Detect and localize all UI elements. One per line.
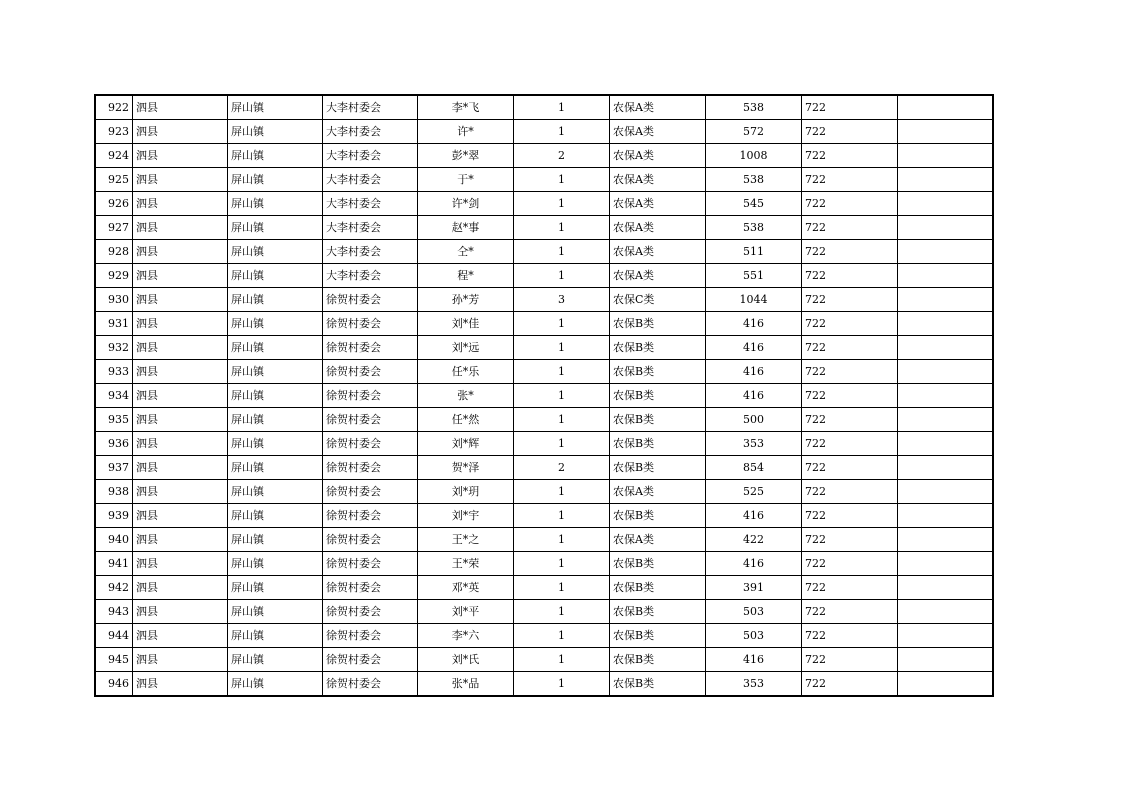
standard-cell: 722 — [802, 312, 898, 336]
table-row — [95, 240, 993, 264]
village-cell: 徐贺村委会 — [323, 288, 418, 312]
town-cell: 屏山镇 — [228, 552, 323, 576]
category-cell: 农保B类 — [610, 504, 706, 528]
standard-cell: 722 — [802, 576, 898, 600]
town-cell: 屏山镇 — [228, 408, 323, 432]
village-cell: 徐贺村委会 — [323, 504, 418, 528]
village-cell: 大李村委会 — [323, 144, 418, 168]
table-row — [95, 384, 993, 408]
category-cell: 农保B类 — [610, 432, 706, 456]
amount-cell: 416 — [706, 336, 802, 360]
note-cell — [898, 360, 994, 384]
village-cell: 徐贺村委会 — [323, 360, 418, 384]
town-cell: 屏山镇 — [228, 600, 323, 624]
row-number-cell: 928 — [95, 240, 133, 264]
household-count-cell: 1 — [514, 120, 610, 144]
category-cell: 农保B类 — [610, 600, 706, 624]
town-cell: 屏山镇 — [228, 144, 323, 168]
name-cell: 彭*翠 — [418, 144, 514, 168]
county-cell: 泗县 — [133, 264, 228, 288]
household-count-cell: 2 — [514, 456, 610, 480]
standard-cell: 722 — [802, 264, 898, 288]
standard-cell: 722 — [802, 432, 898, 456]
village-cell: 徐贺村委会 — [323, 480, 418, 504]
row-number-cell: 929 — [95, 264, 133, 288]
category-cell: 农保B类 — [610, 576, 706, 600]
standard-cell: 722 — [802, 192, 898, 216]
standard-cell: 722 — [802, 384, 898, 408]
household-count-cell: 1 — [514, 312, 610, 336]
name-cell: 邓*英 — [418, 576, 514, 600]
note-cell — [898, 240, 994, 264]
table-row — [95, 312, 993, 336]
amount-cell: 503 — [706, 600, 802, 624]
amount-cell: 1008 — [706, 144, 802, 168]
standard-cell: 722 — [802, 528, 898, 552]
category-cell: 农保A类 — [610, 192, 706, 216]
note-cell — [898, 336, 994, 360]
table-row — [95, 624, 993, 648]
note-cell — [898, 312, 994, 336]
name-cell: 于* — [418, 168, 514, 192]
category-cell: 农保A类 — [610, 120, 706, 144]
note-cell — [898, 456, 994, 480]
amount-cell: 416 — [706, 384, 802, 408]
note-cell — [898, 264, 994, 288]
household-count-cell: 1 — [514, 336, 610, 360]
household-count-cell: 1 — [514, 408, 610, 432]
household-count-cell: 1 — [514, 240, 610, 264]
household-count-cell: 1 — [514, 648, 610, 672]
county-cell: 泗县 — [133, 360, 228, 384]
name-cell: 王*荣 — [418, 552, 514, 576]
standard-cell: 722 — [802, 120, 898, 144]
name-cell: 张*品 — [418, 672, 514, 697]
town-cell: 屏山镇 — [228, 456, 323, 480]
row-number-cell: 926 — [95, 192, 133, 216]
household-count-cell: 1 — [514, 600, 610, 624]
household-count-cell: 1 — [514, 552, 610, 576]
table-row — [95, 168, 993, 192]
village-cell: 徐贺村委会 — [323, 552, 418, 576]
name-cell: 任*然 — [418, 408, 514, 432]
row-number-cell: 936 — [95, 432, 133, 456]
name-cell: 孙*芳 — [418, 288, 514, 312]
town-cell: 屏山镇 — [228, 336, 323, 360]
amount-cell: 416 — [706, 648, 802, 672]
standard-cell: 722 — [802, 672, 898, 697]
village-cell: 大李村委会 — [323, 120, 418, 144]
village-cell: 大李村委会 — [323, 216, 418, 240]
village-cell: 徐贺村委会 — [323, 408, 418, 432]
village-cell: 大李村委会 — [323, 168, 418, 192]
table-row — [95, 360, 993, 384]
name-cell: 许* — [418, 120, 514, 144]
category-cell: 农保B类 — [610, 648, 706, 672]
town-cell: 屏山镇 — [228, 95, 323, 120]
name-cell: 刘*远 — [418, 336, 514, 360]
category-cell: 农保A类 — [610, 240, 706, 264]
name-cell: 许*剑 — [418, 192, 514, 216]
village-cell: 徐贺村委会 — [323, 600, 418, 624]
name-cell: 刘*宇 — [418, 504, 514, 528]
name-cell: 刘*平 — [418, 600, 514, 624]
name-cell: 李*六 — [418, 624, 514, 648]
town-cell: 屏山镇 — [228, 576, 323, 600]
table-row — [95, 576, 993, 600]
amount-cell: 503 — [706, 624, 802, 648]
row-number-cell: 934 — [95, 384, 133, 408]
note-cell — [898, 216, 994, 240]
town-cell: 屏山镇 — [228, 120, 323, 144]
household-count-cell: 3 — [514, 288, 610, 312]
row-number-cell: 946 — [95, 672, 133, 697]
household-count-cell: 1 — [514, 576, 610, 600]
row-number-cell: 924 — [95, 144, 133, 168]
town-cell: 屏山镇 — [228, 528, 323, 552]
note-cell — [898, 480, 994, 504]
name-cell: 张* — [418, 384, 514, 408]
village-cell: 徐贺村委会 — [323, 384, 418, 408]
amount-cell: 353 — [706, 432, 802, 456]
amount-cell: 572 — [706, 120, 802, 144]
town-cell: 屏山镇 — [228, 480, 323, 504]
standard-cell: 722 — [802, 95, 898, 120]
village-cell: 徐贺村委会 — [323, 576, 418, 600]
note-cell — [898, 648, 994, 672]
household-count-cell: 1 — [514, 360, 610, 384]
county-cell: 泗县 — [133, 312, 228, 336]
category-cell: 农保A类 — [610, 528, 706, 552]
name-cell: 程* — [418, 264, 514, 288]
note-cell — [898, 192, 994, 216]
category-cell: 农保C类 — [610, 288, 706, 312]
note-cell — [898, 144, 994, 168]
standard-cell: 722 — [802, 456, 898, 480]
town-cell: 屏山镇 — [228, 312, 323, 336]
row-number-cell: 927 — [95, 216, 133, 240]
county-cell: 泗县 — [133, 456, 228, 480]
town-cell: 屏山镇 — [228, 264, 323, 288]
note-cell — [898, 600, 994, 624]
county-cell: 泗县 — [133, 624, 228, 648]
town-cell: 屏山镇 — [228, 360, 323, 384]
household-count-cell: 1 — [514, 168, 610, 192]
village-cell: 徐贺村委会 — [323, 312, 418, 336]
county-cell: 泗县 — [133, 528, 228, 552]
amount-cell: 511 — [706, 240, 802, 264]
household-count-cell: 1 — [514, 672, 610, 697]
table-row — [95, 600, 993, 624]
row-number-cell: 932 — [95, 336, 133, 360]
table-row — [95, 672, 993, 697]
row-number-cell: 925 — [95, 168, 133, 192]
town-cell: 屏山镇 — [228, 504, 323, 528]
standard-cell: 722 — [802, 624, 898, 648]
table-body — [95, 95, 993, 696]
category-cell: 农保B类 — [610, 312, 706, 336]
village-cell: 徐贺村委会 — [323, 672, 418, 697]
note-cell — [898, 576, 994, 600]
village-cell: 徐贺村委会 — [323, 456, 418, 480]
town-cell: 屏山镇 — [228, 384, 323, 408]
category-cell: 农保B类 — [610, 360, 706, 384]
household-count-cell: 1 — [514, 95, 610, 120]
village-cell: 徐贺村委会 — [323, 648, 418, 672]
row-number-cell: 923 — [95, 120, 133, 144]
name-cell: 任*乐 — [418, 360, 514, 384]
county-cell: 泗县 — [133, 600, 228, 624]
town-cell: 屏山镇 — [228, 648, 323, 672]
table-row — [95, 95, 993, 120]
town-cell: 屏山镇 — [228, 288, 323, 312]
household-count-cell: 1 — [514, 384, 610, 408]
table-row — [95, 144, 993, 168]
row-number-cell: 940 — [95, 528, 133, 552]
amount-cell: 854 — [706, 456, 802, 480]
standard-cell: 722 — [802, 648, 898, 672]
standard-cell: 722 — [802, 552, 898, 576]
standard-cell: 722 — [802, 240, 898, 264]
note-cell — [898, 672, 994, 697]
category-cell: 农保A类 — [610, 168, 706, 192]
category-cell: 农保B类 — [610, 408, 706, 432]
standard-cell: 722 — [802, 144, 898, 168]
table-row — [95, 408, 993, 432]
row-number-cell: 935 — [95, 408, 133, 432]
category-cell: 农保B类 — [610, 624, 706, 648]
amount-cell: 545 — [706, 192, 802, 216]
village-cell: 徐贺村委会 — [323, 624, 418, 648]
category-cell: 农保B类 — [610, 672, 706, 697]
note-cell — [898, 504, 994, 528]
row-number-cell: 942 — [95, 576, 133, 600]
amount-cell: 416 — [706, 360, 802, 384]
table-row — [95, 648, 993, 672]
standard-cell: 722 — [802, 288, 898, 312]
table-row — [95, 432, 993, 456]
name-cell: 贺*泽 — [418, 456, 514, 480]
amount-cell: 353 — [706, 672, 802, 697]
village-cell: 徐贺村委会 — [323, 528, 418, 552]
name-cell: 刘*辉 — [418, 432, 514, 456]
amount-cell: 538 — [706, 216, 802, 240]
row-number-cell: 933 — [95, 360, 133, 384]
row-number-cell: 944 — [95, 624, 133, 648]
note-cell — [898, 384, 994, 408]
town-cell: 屏山镇 — [228, 240, 323, 264]
note-cell — [898, 95, 994, 120]
household-count-cell: 1 — [514, 216, 610, 240]
county-cell: 泗县 — [133, 168, 228, 192]
household-count-cell: 1 — [514, 504, 610, 528]
town-cell: 屏山镇 — [228, 672, 323, 697]
note-cell — [898, 120, 994, 144]
table-row — [95, 120, 993, 144]
name-cell: 王*之 — [418, 528, 514, 552]
note-cell — [898, 624, 994, 648]
county-cell: 泗县 — [133, 552, 228, 576]
category-cell: 农保B类 — [610, 456, 706, 480]
household-count-cell: 1 — [514, 480, 610, 504]
row-number-cell: 938 — [95, 480, 133, 504]
household-count-cell: 2 — [514, 144, 610, 168]
household-count-cell: 1 — [514, 624, 610, 648]
county-cell: 泗县 — [133, 408, 228, 432]
table-row — [95, 552, 993, 576]
note-cell — [898, 552, 994, 576]
county-cell: 泗县 — [133, 95, 228, 120]
county-cell: 泗县 — [133, 384, 228, 408]
county-cell: 泗县 — [133, 120, 228, 144]
table-row — [95, 456, 993, 480]
category-cell: 农保B类 — [610, 336, 706, 360]
county-cell: 泗县 — [133, 240, 228, 264]
category-cell: 农保B类 — [610, 552, 706, 576]
standard-cell: 722 — [802, 360, 898, 384]
county-cell: 泗县 — [133, 648, 228, 672]
row-number-cell: 941 — [95, 552, 133, 576]
village-cell: 大李村委会 — [323, 240, 418, 264]
village-cell: 徐贺村委会 — [323, 336, 418, 360]
county-cell: 泗县 — [133, 504, 228, 528]
village-cell: 大李村委会 — [323, 95, 418, 120]
name-cell: 赵*事 — [418, 216, 514, 240]
standard-cell: 722 — [802, 408, 898, 432]
category-cell: 农保A类 — [610, 480, 706, 504]
household-count-cell: 1 — [514, 264, 610, 288]
household-count-cell: 1 — [514, 192, 610, 216]
table-row — [95, 264, 993, 288]
amount-cell: 416 — [706, 504, 802, 528]
county-cell: 泗县 — [133, 288, 228, 312]
county-cell: 泗县 — [133, 480, 228, 504]
amount-cell: 538 — [706, 168, 802, 192]
table-row — [95, 528, 993, 552]
town-cell: 屏山镇 — [228, 192, 323, 216]
note-cell — [898, 432, 994, 456]
row-number-cell: 945 — [95, 648, 133, 672]
name-cell: 仝* — [418, 240, 514, 264]
row-number-cell: 922 — [95, 95, 133, 120]
county-cell: 泗县 — [133, 192, 228, 216]
standard-cell: 722 — [802, 600, 898, 624]
amount-cell: 551 — [706, 264, 802, 288]
relief-list-table — [94, 94, 994, 697]
name-cell: 刘*玥 — [418, 480, 514, 504]
amount-cell: 500 — [706, 408, 802, 432]
category-cell: 农保B类 — [610, 384, 706, 408]
standard-cell: 722 — [802, 504, 898, 528]
note-cell — [898, 408, 994, 432]
name-cell: 刘*氏 — [418, 648, 514, 672]
table-row — [95, 504, 993, 528]
table-row — [95, 216, 993, 240]
table-row — [95, 288, 993, 312]
household-count-cell: 1 — [514, 432, 610, 456]
town-cell: 屏山镇 — [228, 168, 323, 192]
row-number-cell: 939 — [95, 504, 133, 528]
village-cell: 大李村委会 — [323, 264, 418, 288]
row-number-cell: 943 — [95, 600, 133, 624]
note-cell — [898, 528, 994, 552]
category-cell: 农保A类 — [610, 264, 706, 288]
household-count-cell: 1 — [514, 528, 610, 552]
village-cell: 大李村委会 — [323, 192, 418, 216]
name-cell: 李*飞 — [418, 95, 514, 120]
village-cell: 徐贺村委会 — [323, 432, 418, 456]
amount-cell: 525 — [706, 480, 802, 504]
town-cell: 屏山镇 — [228, 216, 323, 240]
table-row — [95, 192, 993, 216]
standard-cell: 722 — [802, 480, 898, 504]
standard-cell: 722 — [802, 168, 898, 192]
category-cell: 农保A类 — [610, 95, 706, 120]
category-cell: 农保A类 — [610, 216, 706, 240]
county-cell: 泗县 — [133, 144, 228, 168]
amount-cell: 1044 — [706, 288, 802, 312]
county-cell: 泗县 — [133, 576, 228, 600]
county-cell: 泗县 — [133, 432, 228, 456]
amount-cell: 391 — [706, 576, 802, 600]
row-number-cell: 937 — [95, 456, 133, 480]
county-cell: 泗县 — [133, 336, 228, 360]
amount-cell: 416 — [706, 552, 802, 576]
standard-cell: 722 — [802, 336, 898, 360]
town-cell: 屏山镇 — [228, 432, 323, 456]
category-cell: 农保A类 — [610, 144, 706, 168]
standard-cell: 722 — [802, 216, 898, 240]
row-number-cell: 930 — [95, 288, 133, 312]
county-cell: 泗县 — [133, 672, 228, 697]
row-number-cell: 931 — [95, 312, 133, 336]
county-cell: 泗县 — [133, 216, 228, 240]
note-cell — [898, 288, 994, 312]
name-cell: 刘*佳 — [418, 312, 514, 336]
town-cell: 屏山镇 — [228, 624, 323, 648]
amount-cell: 538 — [706, 95, 802, 120]
table-row — [95, 336, 993, 360]
note-cell — [898, 168, 994, 192]
amount-cell: 422 — [706, 528, 802, 552]
table-row — [95, 480, 993, 504]
amount-cell: 416 — [706, 312, 802, 336]
